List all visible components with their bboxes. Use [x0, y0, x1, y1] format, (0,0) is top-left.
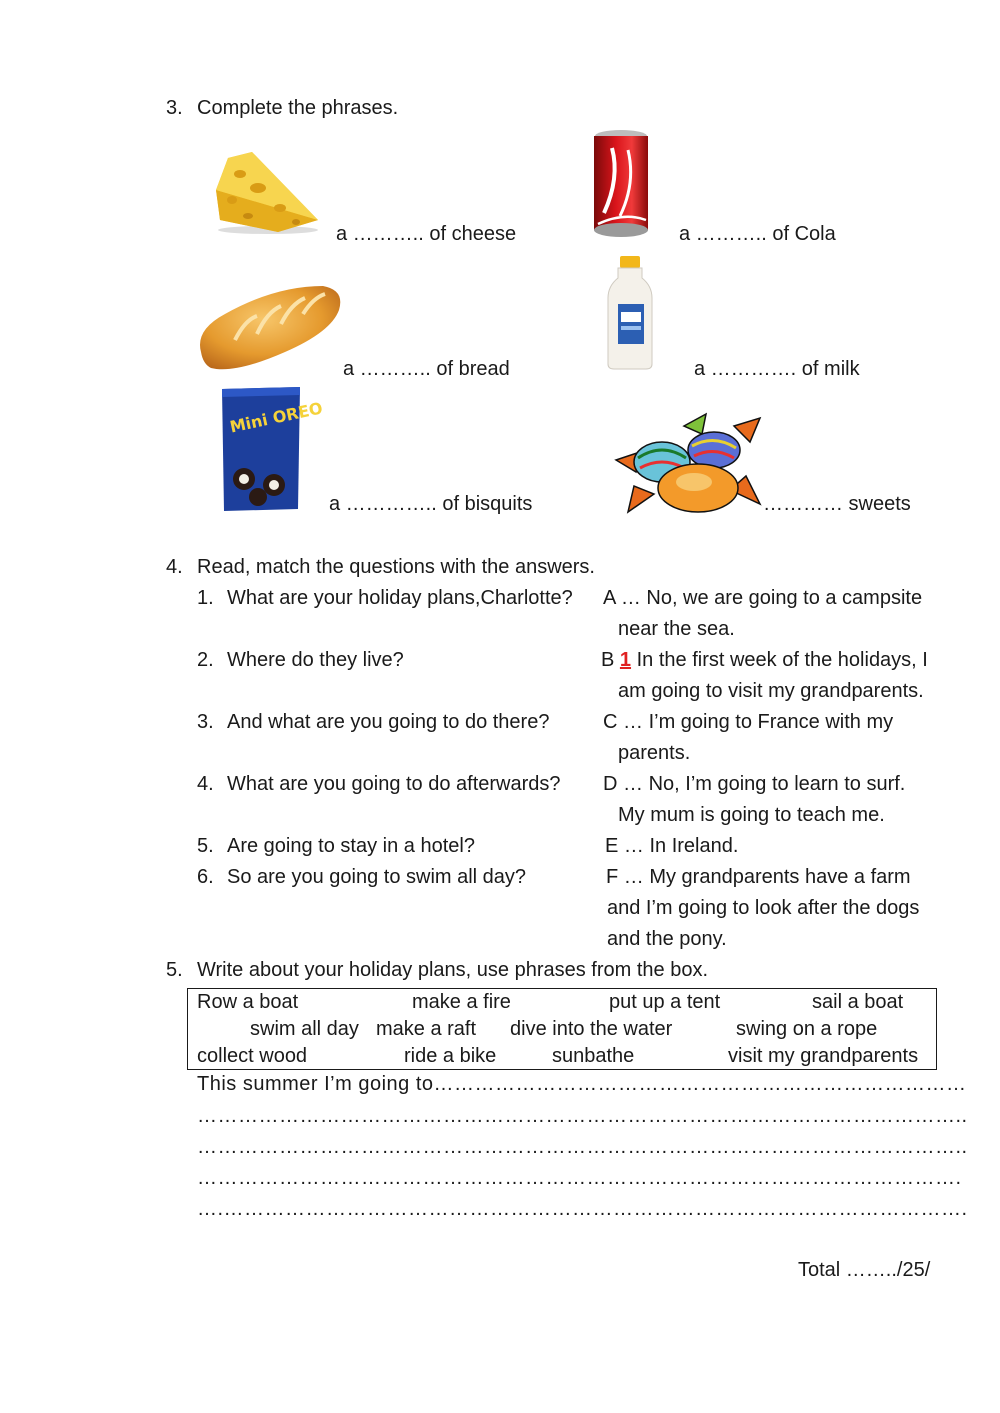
question-4-text: What are you going to do afterwards?	[227, 773, 561, 795]
answer-d-line1: No, I’m going to learn to surf.	[648, 773, 906, 795]
box-phrase: put up a tent	[609, 991, 721, 1013]
answer-e-letter: E	[605, 835, 619, 857]
question-4-number: 4.	[197, 773, 214, 795]
answer-f	[606, 865, 911, 889]
answer-c	[603, 710, 893, 734]
answer-b	[601, 648, 928, 672]
milk-bottle-image	[606, 256, 654, 370]
box-phrase: collect wood	[197, 1045, 308, 1067]
box-phrase: make a fire	[412, 991, 511, 1013]
answer-a-letter: A	[603, 587, 616, 609]
answer-c-marker[interactable]: …	[623, 711, 644, 733]
question-3-text: And what are you going to do there?	[227, 711, 550, 733]
answer-c-line1: I’m going to France with my	[648, 711, 894, 733]
section-3-number: 3.	[166, 97, 183, 119]
total-score: Total ……../25/	[798, 1259, 931, 1281]
packet-mini-text: Mini OREO	[228, 398, 325, 437]
box-phrase: Row a boat	[197, 991, 299, 1013]
section-5-title: Write about your holiday plans, use phrases from the box.	[197, 959, 709, 981]
answer-b-line1: In the first week of the holidays, I	[636, 649, 928, 671]
answer-f-line3: and the pony.	[607, 928, 727, 950]
answer-a-marker[interactable]: …	[620, 587, 641, 609]
bread-phrase: a ……….. of bread	[343, 358, 510, 380]
sweets-image	[614, 412, 762, 516]
cola-can-image	[590, 128, 652, 240]
box-phrase: visit my grandparents	[728, 1045, 919, 1067]
question-5-number: 5.	[197, 835, 214, 857]
answer-f-line1: My grandparents have a farm	[649, 866, 911, 888]
writing-line[interactable]: …………………………………………………………………………………………………..	[197, 1136, 968, 1158]
question-5-text: Are going to stay in a hotel?	[227, 835, 475, 857]
box-phrase: swing on a rope	[736, 1018, 878, 1040]
answer-a-line2: near the sea.	[618, 618, 735, 640]
question-6-number: 6.	[197, 866, 214, 888]
box-phrase: dive into the water	[510, 1018, 673, 1040]
answer-d	[603, 772, 905, 796]
answer-b-line2: am going to visit my grandparents.	[618, 680, 924, 702]
box-phrase: ride a bike	[404, 1045, 497, 1067]
box-phrase: swim all day	[250, 1018, 359, 1040]
writing-line[interactable]: ………………………………………………………………………………………………….	[197, 1167, 962, 1189]
writing-line[interactable]: …………………………………………………………………………………………………..	[197, 1105, 968, 1127]
sweets-phrase: ………… sweets	[763, 493, 911, 515]
box-phrase: make a raft	[376, 1018, 477, 1040]
bisquits-phrase: a ………….. of bisquits	[329, 493, 533, 515]
answer-e-marker[interactable]: …	[623, 835, 644, 857]
cola-phrase: a ……….. of Cola	[679, 223, 836, 245]
question-6-text: So are you going to swim all day?	[227, 866, 527, 888]
milk-phrase: a …………. of milk	[694, 358, 860, 380]
box-phrase: sunbathe	[552, 1045, 635, 1067]
cheese-image	[208, 150, 323, 235]
section-3-title: Complete the phrases.	[197, 97, 399, 119]
section-5-number: 5.	[166, 959, 183, 981]
answer-f-line2: and I’m going to look after the dogs	[607, 897, 920, 919]
question-2-number: 2.	[197, 649, 214, 671]
answer-d-marker[interactable]: …	[623, 773, 644, 795]
answer-b-marker[interactable]: 1	[619, 649, 632, 671]
box-phrase: sail a boat	[812, 991, 904, 1013]
answer-a	[603, 586, 922, 610]
answer-d-line2: My mum is going to teach me.	[618, 804, 885, 826]
bread-loaf-image	[195, 280, 345, 375]
answer-e-line1: In Ireland.	[649, 835, 739, 857]
writing-line[interactable]: This summer I’m going to……………………………………………………………………	[197, 1073, 967, 1095]
question-1-text: What are your holiday plans,Charlotte?	[227, 587, 573, 609]
cheese-phrase: a ……….. of cheese	[336, 223, 517, 245]
answer-a-line1: No, we are going to a campsite	[646, 587, 923, 609]
answer-f-letter: F	[606, 866, 619, 888]
answer-e	[605, 834, 738, 858]
writing-line[interactable]: ….……………………………………………………………………………………………….	[197, 1198, 968, 1220]
answer-b-letter: B	[601, 649, 615, 671]
question-3-number: 3.	[197, 711, 214, 733]
answer-f-marker[interactable]: …	[623, 866, 644, 888]
question-2-text: Where do they live?	[227, 649, 404, 671]
section-4-title: Read, match the questions with the answers.	[197, 556, 595, 578]
answer-d-letter: D	[603, 773, 618, 795]
section-4-number: 4.	[166, 556, 183, 578]
oreo-packet-image	[218, 385, 325, 513]
answer-c-letter: C	[603, 711, 618, 733]
answer-c-line2: parents.	[618, 742, 691, 764]
question-1-number: 1.	[197, 587, 214, 609]
